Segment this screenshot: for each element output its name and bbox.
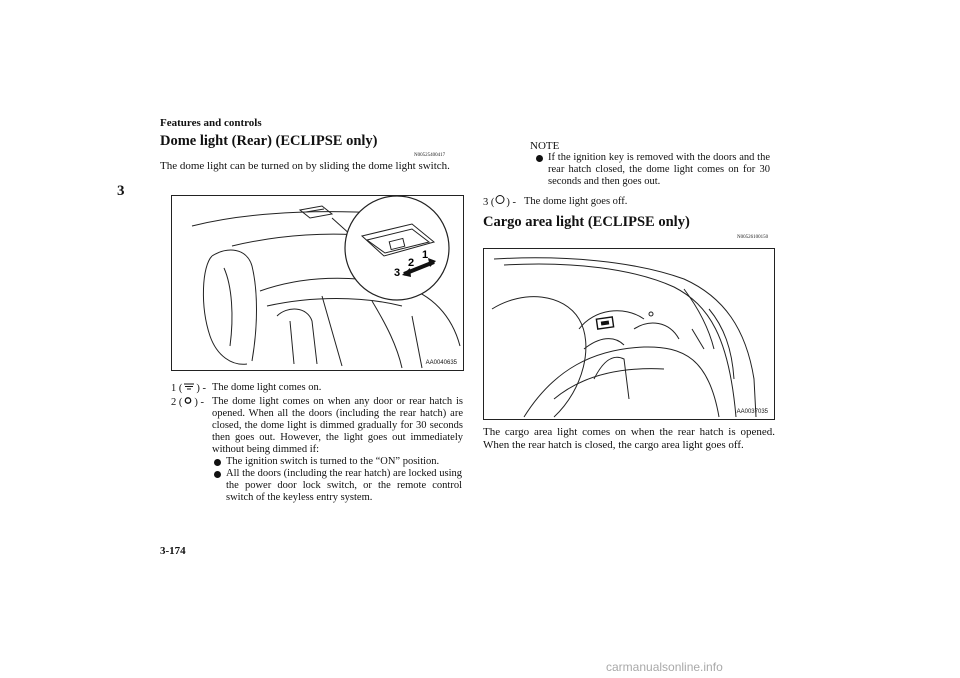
bullet-doors-locked-text: All the doors (including the rear hatch) are locked using the power door lock switch, or the remote control switch of the keyless entry system. (226, 468, 462, 503)
note-bullet-text: If the ignition key is removed with the doors and the rear hatch closed, the dome light comes on for 30 seconds and then goes out. (548, 152, 770, 187)
cargo-area-illustration (484, 249, 774, 419)
item-1-text: The dome light comes on. (212, 382, 322, 393)
dome-light-figure (171, 195, 464, 371)
page-number: 3-174 (160, 545, 186, 557)
light-rays-icon (182, 382, 196, 391)
item-3 (483, 194, 773, 208)
cargo-light-code: N00526100150 (737, 235, 769, 240)
bullet-dot-icon (214, 471, 221, 478)
dome-light-illustration (172, 196, 463, 370)
item-3-key: 3 ( ) - (483, 194, 516, 209)
dome-light-code: N00525400417 (414, 153, 446, 158)
dome-light-intro: The dome light can be turned on by sliding the dome light switch. (160, 160, 450, 172)
item-1-key: 1 ( ) - (171, 383, 206, 394)
bullet-ignition-text: The ignition switch is turned to the “ON” position. (226, 456, 440, 467)
cargo-light-body: The cargo area light comes on when the rear hatch is opened. When the rear hatch is closed, the cargo area light goes off. (483, 426, 775, 451)
dome-figure-code: AA0040635 (425, 360, 457, 366)
cargo-figure-code: AA0037035 (736, 409, 768, 415)
note-box (534, 152, 770, 188)
note-label: NOTE (530, 140, 560, 152)
bullet-dot-icon (214, 459, 221, 466)
watermark: carmanualsonline.info (606, 660, 723, 674)
item-2-key: 2 ( ) - (171, 397, 204, 408)
cargo-light-figure (483, 248, 775, 420)
bullet-doors-locked (212, 468, 462, 504)
bullet-ignition (212, 456, 462, 468)
item-3-text: The dome light goes off. (524, 196, 628, 207)
item-1 (171, 382, 463, 396)
item-2-text: The dome light comes on when any door or rear hatch is opened. When all the doors (including the rear hatch) are closed, the dome light is dimmed gradually for 30 seconds then goes out. However, the light goes out immediately without being dimmed if: (212, 396, 463, 455)
callout-1: 1 (422, 249, 429, 261)
callout-3: 3 (394, 267, 401, 279)
cargo-light-title: Cargo area light (ECLIPSE only) (483, 214, 690, 230)
bullet-dot-icon (536, 155, 543, 162)
note-bullet (534, 152, 770, 188)
callout-2: 2 (408, 257, 415, 269)
chapter-tab-number: 3 (117, 183, 125, 199)
dome-light-title: Dome light (Rear) (ECLIPSE only) (160, 133, 378, 149)
dome-bullets (212, 456, 462, 504)
running-head: Features and controls (160, 117, 262, 129)
door-circle-icon (182, 396, 194, 405)
off-circle-icon (494, 194, 506, 205)
